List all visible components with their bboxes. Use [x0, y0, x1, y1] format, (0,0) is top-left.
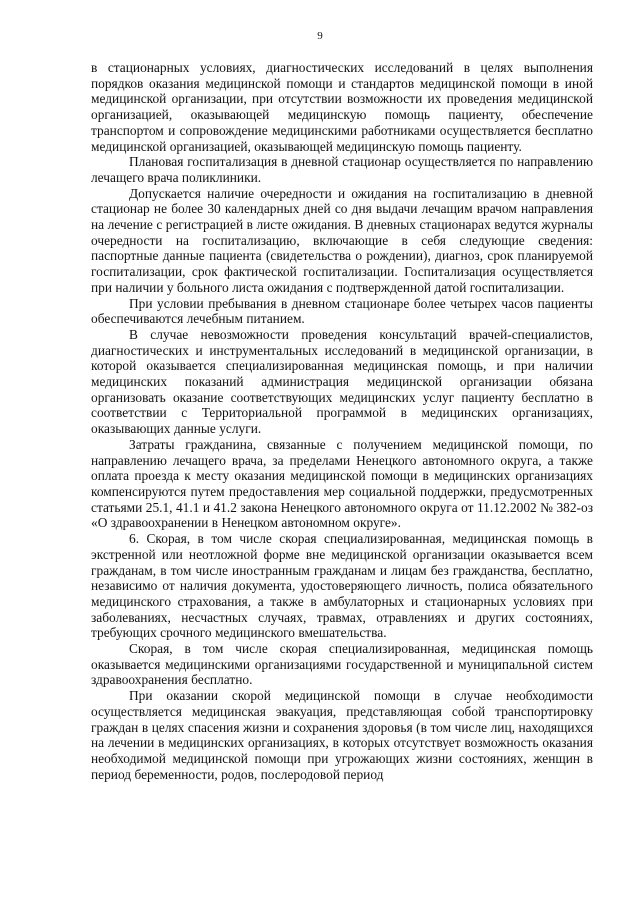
page-number: 9 — [317, 30, 323, 42]
paragraph: В случае невозможности проведения консультаций врачей-специалистов, диагностических и инструментальных исследований в медицинской организации, в которой оказывается специализированная медицинская помощь, и при наличии медицинских показаний администрация медицинской организации обязана организовать оказание соответствующих медицинских услуг пациенту бесплатно в соответствии с Территориальной программой в медицинских организациях, оказывающих данные услуги. — [91, 326, 593, 437]
paragraph: При оказании скорой медицинской помощи в случае необходимости осуществляется медицинская эвакуация, представляющая собой транспортировку граждан в целях спасения жизни и сохранения здоровья (в том числе лиц, находящихся на лечении в медицинских организациях, в которых отсутствует возможность оказания необходимой медицинской помощи при угрожающих жизни состояниях, женщин в период беременности, родов, послеродовой период — [91, 688, 593, 782]
paragraph: Плановая госпитализация в дневной стационар осуществляется по направлению лечащего врача поликлиники. — [91, 154, 593, 185]
paragraph: Допускается наличие очередности и ожидания на госпитализацию в дневной стационар не более 30 календарных дней со дня выдачи лечащим врачом направления на лечение с регистрацией в листе ожидания. В дневных стационарах ведутся журналы очередности на госпитализацию, включающие в себя следующие сведения: паспортные данные пациента (свидетельства о рождении), диагноз, срок планируемой госпитализации, срок фактической госпитализации. Госпитализация осуществляется при наличии у больного листа ожидания с подтвержденной датой госпитализации. — [91, 185, 593, 295]
document-body — [91, 60, 593, 782]
paragraph: При условии пребывания в дневном стационаре более четырех часов пациенты обеспечиваются лечебным питанием. — [91, 295, 593, 327]
paragraph: 6. Скорая, в том числе скорая специализированная, медицинская помощь в экстренной или неотложной форме вне медицинской организации оказывается всем гражданам, в том числе иностранным гражданам и лицам без гражданства, бесплатно, независимо от наличия документа, удостоверяющего личность, полиса обязательного медицинского страхования, а также в амбулаторных и стационарных условиях при заболеваниях, несчастных случаях, травмах, отравлениях и других состояниях, требующих срочного медицинского вмешательства. — [91, 531, 593, 641]
paragraph: в стационарных условиях, диагностических исследований в целях выполнения порядков оказания медицинской помощи и стандартов медицинской помощи в иной медицинской организации, при отсутствии возможности их проведения медицинской организацией, оказывающей медицинскую помощь пациенту, обеспечение транспортом и сопровождение медицинскими работниками осуществляется бесплатно медицинской организацией, оказывающей медицинскую помощь пациенту. — [91, 60, 593, 154]
paragraph: Затраты гражданина, связанные с получением медицинской помощи, по направлению лечащего врача, за пределами Ненецкого автономного округа, а также оплата проезда к месту оказания медицинской помощи в медицинских организациях компенсируются путем предоставления мер социальной поддержки, предусмотренных статьями 25.1, 41.1 и 41.2 закона Ненецкого автономного округа от 11.12.2002 № 382-оз «О здравоохранении в Ненецком автономном округе». — [91, 436, 593, 531]
paragraph: Скорая, в том числе скорая специализированная, медицинская помощь оказывается медицинскими организациями государственной и муниципальной систем здравоохранения бесплатно. — [91, 641, 593, 688]
